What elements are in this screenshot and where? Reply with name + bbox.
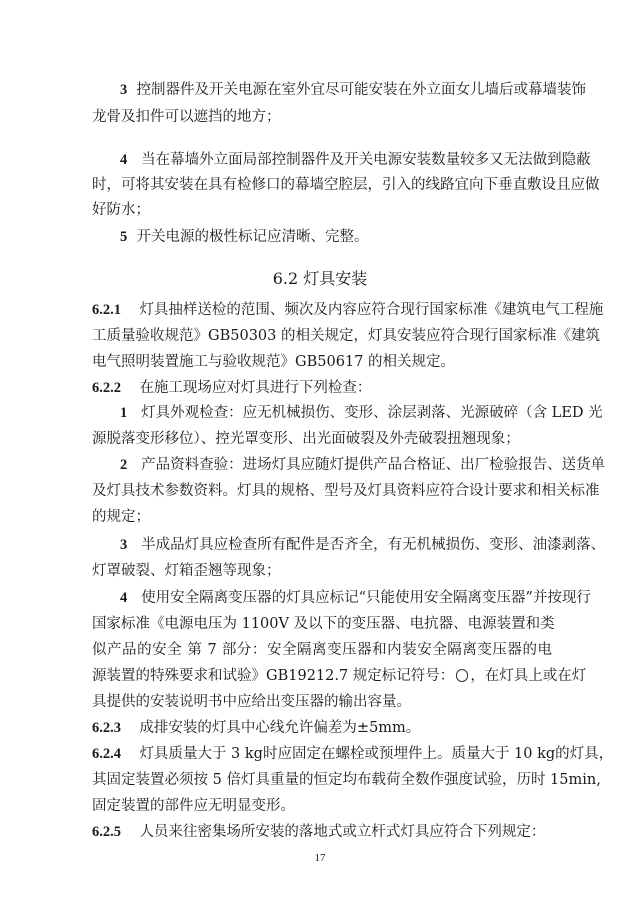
item-4-line-2: 时，可将其安装在具有检修口的幕墙空腔层，引入的线路宜向下垂直敷设且应做 bbox=[92, 177, 600, 193]
text: 当在幕墙外立面局部控制器件及开关电源安装数量较多又无法做到隐蔽 bbox=[141, 152, 591, 168]
item-2-line-1 bbox=[120, 455, 606, 475]
text: 成排安装的灯具中心线允许偏差为±5mm。 bbox=[139, 720, 421, 736]
item-number: 4 bbox=[120, 152, 128, 168]
clause-number: 6.2.1 bbox=[92, 302, 121, 318]
clause-number: 6.2.5 bbox=[92, 824, 121, 840]
clause-6-2-4-line-3: 固定装置的部件应无明显变形。 bbox=[92, 798, 295, 814]
clause-6-2-4-line-2: 其固定装置必须按 5 倍灯具重量的恒定均布载荷全数作强度试验，历时 15min, bbox=[92, 772, 601, 788]
text: 灯具外观检查：应无机械损伤、变形、涂层剥落、光源破碎（含 LED 光 bbox=[141, 405, 603, 421]
item-4b-line-3: 似产品的安全 第 7 部分：安全隔离变压器和内装安全隔离变压器的电 bbox=[92, 642, 552, 658]
item-2-line-3: 的规定； bbox=[92, 509, 150, 525]
text: 源装置的特殊要求和试验》GB19212.7 规定标记符号： bbox=[92, 668, 455, 684]
item-4b-line-4 bbox=[92, 666, 587, 686]
item-3b-line-1 bbox=[120, 535, 606, 555]
item-1-line-1 bbox=[120, 403, 603, 423]
text: 人员来往密集场所安装的落地式或立杆式灯具应符合下列规定： bbox=[139, 824, 546, 840]
text: 开关电源的极性标记应清晰、完整。 bbox=[136, 229, 369, 245]
text: 使用安全隔离变压器的灯具应标记“只能使用安全隔离变压器”并按现行 bbox=[141, 590, 591, 606]
item-number: 5 bbox=[120, 229, 128, 245]
clause-6-2-3-line-1 bbox=[92, 718, 552, 738]
item-number: 3 bbox=[120, 82, 128, 98]
item-number: 1 bbox=[120, 405, 128, 421]
text: ，在灯具上或在灯 bbox=[470, 668, 587, 684]
clause-6-2-2-line-1 bbox=[92, 378, 552, 398]
item-5-line-1 bbox=[120, 227, 552, 247]
text: 产品资料查验：进场灯具应随灯提供产品合格证、出厂检验报告、送货单 bbox=[141, 457, 606, 473]
clause-6-2-1-line-3: 电气照明装置施工与验收规范》GB50617 的相关规定。 bbox=[92, 354, 455, 370]
item-3b-line-2: 灯罩破裂、灯箱歪翘等现象； bbox=[92, 563, 281, 579]
item-number: 3 bbox=[120, 537, 128, 553]
clause-number: 6.2.2 bbox=[92, 380, 121, 396]
item-3-line-2: 龙骨及扣件可以遮挡的地方； bbox=[92, 109, 281, 125]
item-2-line-2: 及灯具技术参数资料。灯具的规格、型号及灯具资料应符合设计要求和相关标准 bbox=[92, 483, 600, 499]
safety-transformer-symbol-icon bbox=[456, 669, 468, 682]
item-3-line-1 bbox=[120, 80, 586, 100]
item-4-line-1 bbox=[120, 150, 591, 170]
item-1-line-2: 源脱落变形移位）、控光罩变形、出光面破裂及外壳破裂扭翘现象； bbox=[92, 431, 520, 447]
clause-6-2-5-line-1 bbox=[92, 822, 552, 842]
item-number: 4 bbox=[120, 590, 128, 606]
page-number: 17 bbox=[314, 852, 326, 864]
section-title: 6.2 灯具安装 bbox=[272, 269, 368, 288]
item-4b-line-5: 具提供的安装说明书中应给出变压器的输出容量。 bbox=[92, 694, 411, 710]
item-4-line-3: 好防水； bbox=[92, 202, 150, 218]
clause-6-2-1-line-2: 工质量验收规范》GB50303 的相关规定，灯具安装应符合现行国家标准《建筑 bbox=[92, 328, 600, 344]
text: 在施工现场应对灯具进行下列检查： bbox=[139, 380, 372, 396]
text: 半成品灯具应检查所有配件是否齐全，有无机械损伤、变形、油漆剥落、 bbox=[141, 537, 606, 553]
item-4b-line-1 bbox=[120, 588, 591, 608]
clause-6-2-1-line-1 bbox=[92, 300, 604, 320]
text: 控制器件及开关电源在室外宜尽可能安装在外立面女儿墙后或幕墙装饰 bbox=[136, 82, 586, 98]
item-number: 2 bbox=[120, 457, 128, 473]
text: 灯具抽样送检的范围、频次及内容应符合现行国家标准《建筑电气工程施 bbox=[139, 302, 604, 318]
item-4b-line-2: 国家标准《电源电压为 1100V 及以下的变压器、电抗器、电源装置和类 bbox=[92, 616, 555, 632]
text: 灯具质量大于 3 kg时应固定在螺栓或预埋件上。质量大于 10 kg的灯具， bbox=[139, 746, 614, 762]
clause-number: 6.2.4 bbox=[92, 746, 121, 762]
clause-6-2-4-line-1 bbox=[92, 744, 614, 764]
clause-number: 6.2.3 bbox=[92, 720, 121, 736]
